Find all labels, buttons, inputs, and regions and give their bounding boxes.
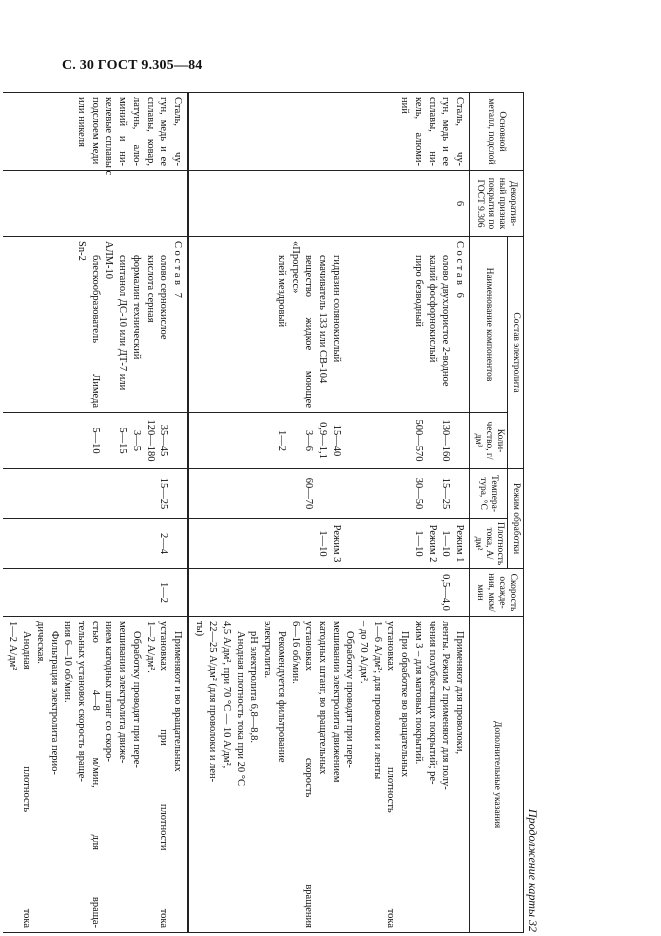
note-line: Фильтрация электролита перио- — [48, 631, 60, 775]
metal-line: гун, медь и ее — [440, 97, 452, 166]
notes-cell — [188, 617, 470, 933]
table-row — [188, 93, 470, 933]
component-line — [343, 241, 357, 408]
metal-line: миний и ни- — [117, 97, 129, 166]
decor-cell — [3, 171, 188, 237]
quantity-value: 35—45 — [158, 424, 170, 457]
component-line: олово двухлористое 2-водное — [440, 255, 452, 387]
component-line: смачиватель 133 или СВ-104 — [317, 255, 329, 384]
metal-line: келевые сплавы с — [103, 97, 115, 176]
density-value: 1—10 — [317, 530, 329, 557]
note-line: 6—16 об/мин. — [289, 621, 301, 684]
notes-cell — [3, 617, 188, 933]
composition-title: Состав 7 — [171, 241, 183, 301]
components-cell — [3, 237, 188, 413]
note-line: тельных установок скорость враще- — [76, 621, 88, 782]
speed-value: 1—2 — [158, 582, 170, 604]
metal-cell — [3, 93, 188, 176]
speed-value: 0,5—4,0 — [440, 574, 452, 611]
component-line: вещество жидкое моющее — [303, 255, 315, 408]
component-line — [356, 241, 370, 408]
temperature-value — [425, 473, 439, 514]
metal-line: гун, медь и ее — [158, 97, 170, 166]
mode-label: Режим 2 — [426, 524, 438, 563]
composition-title: Состав 6 — [454, 241, 465, 301]
component-line: АЛМ-10 — [103, 241, 115, 280]
mode-label: Режим 3 — [330, 524, 342, 563]
header-notes: Дополнительные указания — [470, 617, 524, 933]
temperature-value: 30—50 — [412, 477, 424, 510]
header-composition: Состав электролита — [508, 237, 524, 469]
temperature-value — [329, 473, 343, 514]
quantity-value: 1—2 — [275, 430, 287, 451]
quantity-value — [425, 417, 439, 464]
component-line: блескообразователь Лимеда — [89, 255, 101, 408]
quantity-cell — [188, 413, 470, 469]
note-line: чения полублестящих покрытий; ре- — [426, 621, 438, 785]
note-line: Применяют и во вращательных — [171, 631, 183, 772]
quantity-value — [102, 417, 116, 464]
components-cell — [188, 237, 470, 413]
note-line: мешивании электролита движением — [330, 621, 342, 783]
header-quantity: Коли-чество, г/дм³ — [470, 413, 508, 469]
component-line: Sn-2 — [76, 241, 88, 261]
note-line: стью 4—8 м/мин, для враща- — [89, 621, 101, 929]
density-value — [356, 523, 370, 564]
note-line: 1—2 А/дм². — [144, 621, 156, 673]
density-value — [370, 523, 384, 564]
decor-cell: 6 — [188, 171, 470, 237]
temperature-value: 15—25 — [440, 477, 452, 510]
metal-line: сплавы, ни- — [426, 97, 438, 166]
density-value: 2—4 — [158, 533, 170, 555]
note-line: ния 6—10 об/мин. — [62, 621, 74, 703]
metal-line: ний — [399, 97, 411, 114]
metal-line: Сталь, чу- — [171, 97, 183, 166]
note-line: электролита. — [262, 621, 274, 679]
component-line — [384, 241, 398, 408]
quantity-value — [384, 417, 398, 464]
component-line: калий фосфорнокислый — [426, 255, 438, 363]
temperature-cell — [3, 469, 188, 519]
header-component-name: Наименование компонентов — [470, 237, 508, 413]
quantity-value: 0,9—1,1 — [317, 422, 329, 459]
electrolyte-table — [3, 92, 524, 933]
note-line: Применяют для проволоки, — [454, 631, 465, 755]
table-row — [3, 93, 188, 933]
density-cell — [3, 519, 188, 569]
component-line: синтанол ДС-10 или ДТ-7 или — [117, 255, 129, 391]
quantity-value — [343, 417, 357, 464]
note-line: ты) — [193, 621, 205, 637]
quantity-value — [452, 417, 466, 464]
note-line: Обработку проводят при пере- — [344, 631, 356, 768]
note-line: Анодная плотность тока — [21, 631, 33, 929]
metal-line: латунь, алю- — [130, 97, 142, 166]
note-line: Рекомендуется фильтрование — [275, 631, 287, 763]
speed-cell — [3, 569, 188, 617]
quantity-value: 3—6 — [303, 430, 315, 451]
density-value — [384, 523, 398, 564]
density-cell — [188, 519, 470, 569]
note-line: 4,5 А/дм², при 70 °С — 10 А/дм², — [221, 621, 233, 769]
note-line: pH электролита 6,8—8,8. — [248, 631, 260, 743]
temperature-value — [370, 473, 384, 514]
metal-line: кель, алюми- — [412, 97, 424, 166]
metal-line: подслоем меди — [89, 97, 101, 165]
header-mode: Режим обработки — [508, 469, 524, 569]
page-header: С. 30 ГОСТ 9.305—84 — [62, 58, 203, 73]
component-line: формалин технический — [130, 255, 142, 360]
note-line: нием катодных штанг со скоро- — [103, 621, 115, 762]
speed-cell — [188, 569, 470, 617]
quantity-value — [356, 417, 370, 464]
rotated-table-block — [7, 92, 540, 932]
component-line — [398, 241, 412, 408]
note-line: 1—6 А/дм²; для проволоки и ленты — [371, 621, 383, 780]
temperature-value: 60—70 — [303, 477, 315, 510]
note-line: установках скорость вращения — [303, 621, 315, 929]
mode-label: Режим 1 — [454, 524, 465, 563]
component-line: клей мездровый — [275, 255, 287, 328]
temperature-cell — [188, 469, 470, 519]
quantity-value: 500—570 — [412, 419, 424, 462]
temperature-value — [343, 473, 357, 514]
quantity-value — [288, 417, 302, 464]
header-decor: Декоратив-ный признак покрытия по ГОСТ 9.306 — [470, 171, 524, 237]
temperature-value — [315, 473, 329, 514]
note-line: дическая. — [34, 621, 46, 664]
note-line: 22—25 А/дм² (для проволоки и лен- — [207, 621, 219, 783]
note-line: установках плотность тока — [385, 621, 397, 929]
quantity-value: 3—5 — [130, 430, 142, 451]
metal-line: сплавы, ковар, — [144, 97, 156, 166]
density-value — [343, 523, 357, 564]
temperature-value: 15—25 — [158, 477, 170, 510]
note-line: Анодная плотность тока при 20 °С — [234, 631, 246, 786]
quantity-cell — [3, 413, 188, 469]
header-speed: Скорость осажде-ния, мкм/мин — [470, 569, 524, 617]
note-line: мешивании электролита движе- — [117, 621, 129, 764]
temperature-value — [356, 473, 370, 514]
quantity-value — [370, 417, 384, 464]
header-metal: Основной металл, подслой — [470, 93, 524, 171]
note-line: 1—2 А/дм² — [7, 621, 19, 671]
note-line: установках при плотности тока — [158, 621, 170, 929]
quantity-value: 15—40 — [330, 424, 342, 457]
temperature-value — [384, 473, 398, 514]
metal-line: Сталь, чу- — [454, 97, 465, 166]
temperature-value — [452, 473, 466, 514]
note-line: Обработку проводят при пере- — [130, 631, 142, 768]
metal-cell — [188, 93, 470, 171]
density-value — [398, 523, 412, 564]
density-value: 1—10 — [440, 530, 452, 557]
component-line — [370, 241, 384, 408]
component-line: «Прогресс» — [289, 241, 301, 294]
component-line: гидразин солянокислый — [330, 255, 342, 363]
quantity-value — [398, 417, 412, 464]
note-line: При обработке во вращательных — [399, 631, 411, 778]
header-temperature: Темпера-тура, °С — [470, 469, 508, 519]
header-density: Плотность тока, А/дм² — [470, 519, 508, 569]
component-line: кислота серная — [144, 255, 156, 323]
temperature-value — [398, 473, 412, 514]
quantity-value: 130—160 — [440, 419, 452, 462]
note-line: ленты. Режим 2 применяют для полу- — [440, 621, 452, 790]
component-line: олово сернокислое — [158, 255, 170, 340]
continuation-caption: Продолжение карты 32 — [526, 808, 540, 932]
metal-line: или никеля — [76, 97, 88, 147]
note-line: жим 3 – для матовых покрытий. — [412, 621, 424, 765]
component-line: пиро безводный — [412, 255, 424, 327]
note-line: катодных штанг, во вращательных — [316, 621, 328, 775]
quantity-value: 120—180 — [144, 419, 156, 462]
note-line: – до 70 А/дм². — [358, 621, 370, 684]
quantity-value: 5—15 — [117, 427, 129, 454]
density-value: 1—10 — [412, 530, 424, 557]
quantity-value: 5—10 — [89, 427, 101, 454]
